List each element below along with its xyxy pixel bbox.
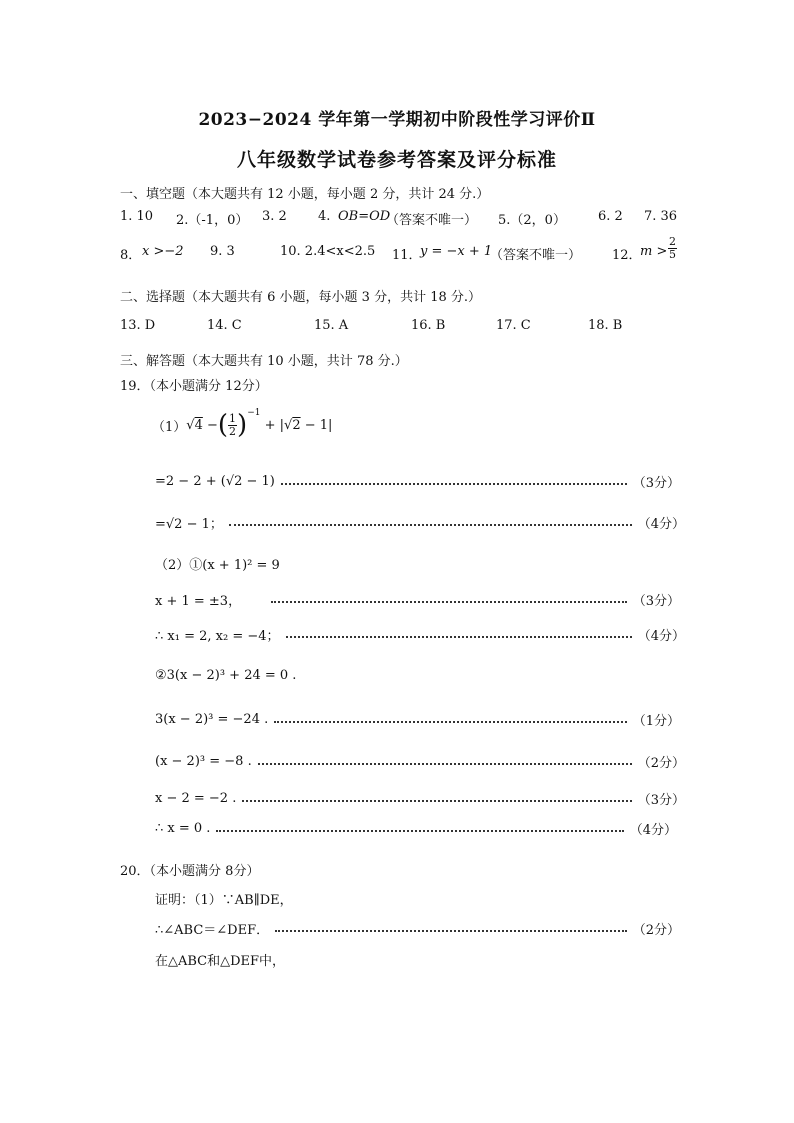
leader-dots <box>229 524 632 526</box>
leader-dots <box>271 601 627 603</box>
answer-8-num: 8． <box>120 248 142 263</box>
q19-part2-step-1 <box>155 590 680 609</box>
page-title: 2023−2024 学年第一学期初中阶段性学习评价Ⅱ <box>198 110 596 130</box>
q19-part1-expression <box>152 410 332 440</box>
answer-16: 16. B <box>411 318 446 333</box>
q19-label: 19．（本小题满分 12分） <box>120 379 268 394</box>
leader-dots <box>242 800 631 802</box>
answer-15: 15. A <box>314 318 349 333</box>
answer-7: 7. 36 <box>644 209 678 224</box>
answer-14: 14. C <box>207 318 242 333</box>
left-paren: ( <box>217 410 229 440</box>
page-subtitle: 八年级数学试卷参考答案及评分标准 <box>236 149 557 171</box>
q20-label: 20．（本小题满分 8分） <box>120 864 260 879</box>
step-score: （3分） <box>637 793 685 808</box>
answer-11-note: （答案不唯一） <box>490 248 582 263</box>
q20-step-2: 在△ABC和△DEF中， <box>155 954 286 969</box>
q19-part2b-step-1 <box>155 710 680 729</box>
step-expression: =√2 − 1； <box>155 517 223 532</box>
abs-value-expr: + |√2 − 1| <box>260 417 333 433</box>
step-expression: ∴ x₁ = 2, x₂ = −4； <box>155 629 280 644</box>
q19-part1-math: √4 − <box>186 417 218 433</box>
q19-part2b-step-2 <box>155 752 685 771</box>
step-expression: 3(x − 2)³ = −24 . <box>155 712 269 727</box>
answer-11-expr: y = −x + 1 <box>420 244 493 259</box>
leader-dots <box>258 763 632 765</box>
q19-part1-label: （1） <box>152 419 187 435</box>
half-fraction: $\frac{1}{2}$ <box>229 411 237 438</box>
leader-dots <box>281 483 627 485</box>
right-paren: ) <box>237 410 248 440</box>
step-score: （2分） <box>632 923 680 938</box>
step-expression: x + 1 = ±3， <box>155 594 242 609</box>
step-score: （4分） <box>629 823 677 838</box>
step-score: （2分） <box>637 756 685 771</box>
step-score: （4分） <box>637 517 685 532</box>
leader-dots <box>275 930 627 932</box>
leader-dots <box>274 721 626 723</box>
exponent-neg1: −1 <box>247 408 261 418</box>
answer-9: 9. 3 <box>210 244 235 259</box>
answer-12-fraction <box>668 236 677 261</box>
answer-17: 17. C <box>496 318 531 333</box>
q20-step-1 <box>155 919 680 938</box>
answer-4-note: （答案不唯一） <box>386 213 478 228</box>
section2-heading: 二、选择题（本大题共有 6 小题，每小题 3 分，共计 18 分.） <box>120 290 482 305</box>
answer-18: 18. B <box>588 318 623 333</box>
step-expression: ∴ x = 0 . <box>155 821 211 836</box>
q20-proof-start: 证明：（1）∵AB∥DE， <box>155 893 293 908</box>
leader-dots <box>286 636 632 638</box>
fraction-numerator: 2 <box>669 235 676 248</box>
answer-12-expr: m > <box>640 244 668 259</box>
q19-part2b-step-3 <box>155 789 685 808</box>
step-expression: (x − 2)³ = −8 . <box>155 754 252 769</box>
answer-3: 3. 2 <box>262 209 287 224</box>
step-expression: x − 2 = −2 . <box>155 791 237 806</box>
answer-8-expr: x >−2 <box>142 244 184 259</box>
answer-11-num: 11． <box>392 248 422 263</box>
answer-10: 10. 2.4<x<2.5 <box>280 244 376 259</box>
q19-part2b-label: ②3(x − 2)³ + 24 = 0 . <box>155 668 297 683</box>
answer-5: 5.（2，0） <box>498 213 566 228</box>
answer-1: 1. 10 <box>120 209 154 224</box>
fraction-denominator: 5 <box>669 248 676 261</box>
q19-step-1 <box>155 472 680 491</box>
answer-2: 2.（-1，0） <box>176 213 249 228</box>
answer-4-num: 4. <box>318 209 331 224</box>
answer-4-expr: OB=OD <box>338 209 391 224</box>
q19-step-2 <box>155 513 685 532</box>
answer-12-num: 12． <box>612 248 642 263</box>
section1-heading: 一、填空题（本大题共有 12 小题，每小题 2 分，共计 24 分.） <box>120 187 490 202</box>
step-score: （3分） <box>632 594 680 609</box>
step-expression: ∴∠ABC＝∠DEF． <box>155 923 270 938</box>
q19-part2-step-2 <box>155 625 685 644</box>
q19-part2-label: （2）①(x + 1)² = 9 <box>155 558 280 573</box>
q19-part2b-step-4 <box>155 819 677 838</box>
section3-heading: 三、解答题（本大题共有 10 小题，共计 78 分.） <box>120 354 408 369</box>
leader-dots <box>216 830 623 832</box>
answer-13: 13. D <box>120 318 156 333</box>
step-score: （1分） <box>632 714 680 729</box>
step-score: （4分） <box>637 629 685 644</box>
answer-6: 6. 2 <box>598 209 623 224</box>
step-score: （3分） <box>632 476 680 491</box>
step-expression: =2 − 2 + (√2 − 1) <box>155 474 275 489</box>
